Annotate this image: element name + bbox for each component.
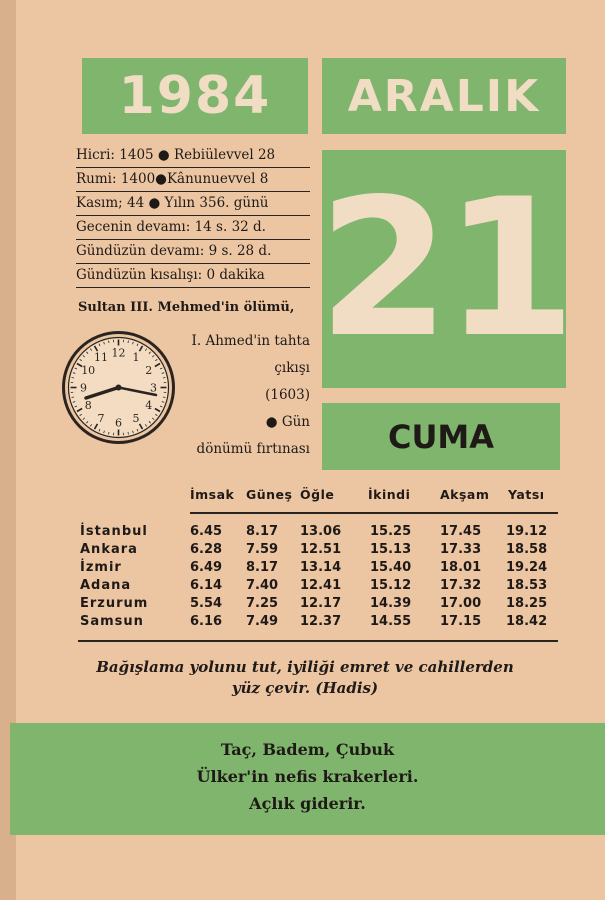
prayer-time-cell: 15.25	[370, 524, 412, 539]
weekday-label: CUMA	[387, 417, 495, 456]
clock-icon	[61, 330, 176, 445]
month-label: ARALIK	[347, 70, 541, 122]
ad-line: Ülker'in nefis krakerleri.	[196, 767, 419, 786]
city-name: Ankara	[80, 542, 138, 557]
clock-numeral: 11	[94, 351, 108, 365]
prayer-time-cell: 6.14	[190, 578, 223, 593]
clock-numeral: 12	[111, 346, 126, 360]
header-gunes: Güneş	[246, 487, 293, 502]
header-yatsi: Yatsı	[508, 487, 545, 502]
clock-numeral: 1	[132, 351, 140, 365]
prayer-time-cell: 17.15	[440, 614, 482, 629]
clock-numeral: 8	[84, 399, 92, 412]
prayer-time-cell: 13.14	[300, 560, 342, 575]
event-line: çıkışı	[274, 360, 310, 376]
clock-numeral: 4	[145, 399, 153, 412]
prayer-time-cell: 17.45	[440, 524, 482, 539]
prayer-time-cell: 17.32	[440, 578, 482, 593]
prayer-time-cell: 19.24	[506, 560, 548, 575]
city-name: Samsun	[80, 614, 144, 629]
prayer-time-cell: 12.41	[300, 578, 342, 593]
prayer-time-cell: 18.01	[440, 560, 482, 575]
prayer-time-cell: 6.16	[190, 614, 223, 629]
prayer-time-cell: 6.28	[190, 542, 223, 557]
rumi-date: Rumi: 1400●Kânunuevvel 8	[76, 168, 310, 192]
day-box	[317, 150, 571, 388]
ad-line: Açlık giderir.	[249, 794, 366, 813]
table-bottom-divider	[78, 640, 558, 642]
city-name: Adana	[80, 578, 132, 593]
hadis-quote	[60, 657, 550, 699]
day-shortening: Gündüzün kısalışı: 0 dakika	[76, 264, 310, 288]
prayer-time-cell: 15.40	[370, 560, 412, 575]
prayer-time-cell: 6.45	[190, 524, 223, 539]
quote-line: Bağışlama yolunu tut, iyiliği emret ve cahillerden	[96, 658, 514, 676]
kasim-day-of-year: Kasım; 44 ● Yılın 356. günü	[76, 192, 310, 216]
clock-numeral: 6	[115, 416, 122, 430]
event-text	[160, 328, 310, 463]
quote-line: yüz çevir. (Hadis)	[231, 679, 379, 697]
prayer-time-cell: 14.39	[370, 596, 412, 611]
prayer-time-cell: 5.54	[190, 596, 223, 611]
prayer-time-cell: 6.49	[190, 560, 223, 575]
clock-numeral: 2	[145, 364, 153, 377]
city-name: İstanbul	[80, 524, 148, 539]
header-ogle: Öğle	[300, 487, 335, 502]
prayer-time-cell: 7.25	[246, 596, 279, 611]
event-line: (1603)	[265, 387, 310, 403]
prayer-time-cell: 14.55	[370, 614, 412, 629]
hicri-date: Hicri: 1405 ● Rebiülevvel 28	[76, 144, 310, 168]
prayer-time-cell: 8.17	[246, 560, 279, 575]
city-name: İzmir	[80, 560, 122, 575]
clock-numeral: 10	[81, 364, 96, 377]
header-imsak: İmsak	[190, 487, 235, 502]
prayer-time-cell: 18.53	[506, 578, 548, 593]
event-line: ● Gün	[265, 414, 310, 430]
prayer-time-cell: 17.33	[440, 542, 482, 557]
year-label: 1984	[118, 66, 272, 126]
calendar-info-list	[76, 144, 310, 288]
prayer-time-cell: 13.06	[300, 524, 342, 539]
month-box	[322, 58, 566, 134]
prayer-time-cell: 18.25	[506, 596, 548, 611]
prayer-time-cell: 15.12	[370, 578, 412, 593]
prayer-time-cell: 18.42	[506, 614, 548, 629]
year-box	[82, 58, 308, 134]
prayer-time-cell: 12.37	[300, 614, 342, 629]
event-line: I. Ahmed'in tahta	[191, 333, 310, 349]
prayer-time-cell: 8.17	[246, 524, 279, 539]
prayer-time-cell: 17.00	[440, 596, 482, 611]
clock-numeral: 7	[97, 411, 105, 425]
prayer-time-cell: 15.13	[370, 542, 412, 557]
prayer-time-cell: 12.51	[300, 542, 342, 557]
day-length: Gündüzün devamı: 9 s. 28 d.	[76, 240, 310, 264]
city-name: Erzurum	[80, 596, 149, 611]
event-title: Sultan III. Mehmed'in ölümü,	[78, 300, 295, 315]
prayer-time-cell: 19.12	[506, 524, 548, 539]
prayer-time-cell: 7.40	[246, 578, 279, 593]
day-number: 21	[317, 158, 571, 379]
ad-line: Taç, Badem, Çubuk	[220, 740, 395, 759]
night-length: Gecenin devamı: 14 s. 32 d.	[76, 216, 310, 240]
clock-numeral: 5	[132, 411, 140, 425]
prayer-time-cell: 7.49	[246, 614, 279, 629]
header-ikindi: İkindi	[368, 487, 411, 502]
weekday-box	[322, 403, 560, 470]
clock-numeral: 9	[80, 381, 87, 395]
header-aksam: Akşam	[440, 487, 490, 502]
header-divider	[190, 512, 558, 514]
advertisement-box	[10, 723, 605, 835]
prayer-time-cell: 18.58	[506, 542, 548, 557]
event-line: dönümü fırtınası	[196, 441, 310, 457]
clock-numeral: 3	[150, 381, 157, 395]
prayer-time-cell: 7.59	[246, 542, 279, 557]
prayer-time-cell: 12.17	[300, 596, 342, 611]
